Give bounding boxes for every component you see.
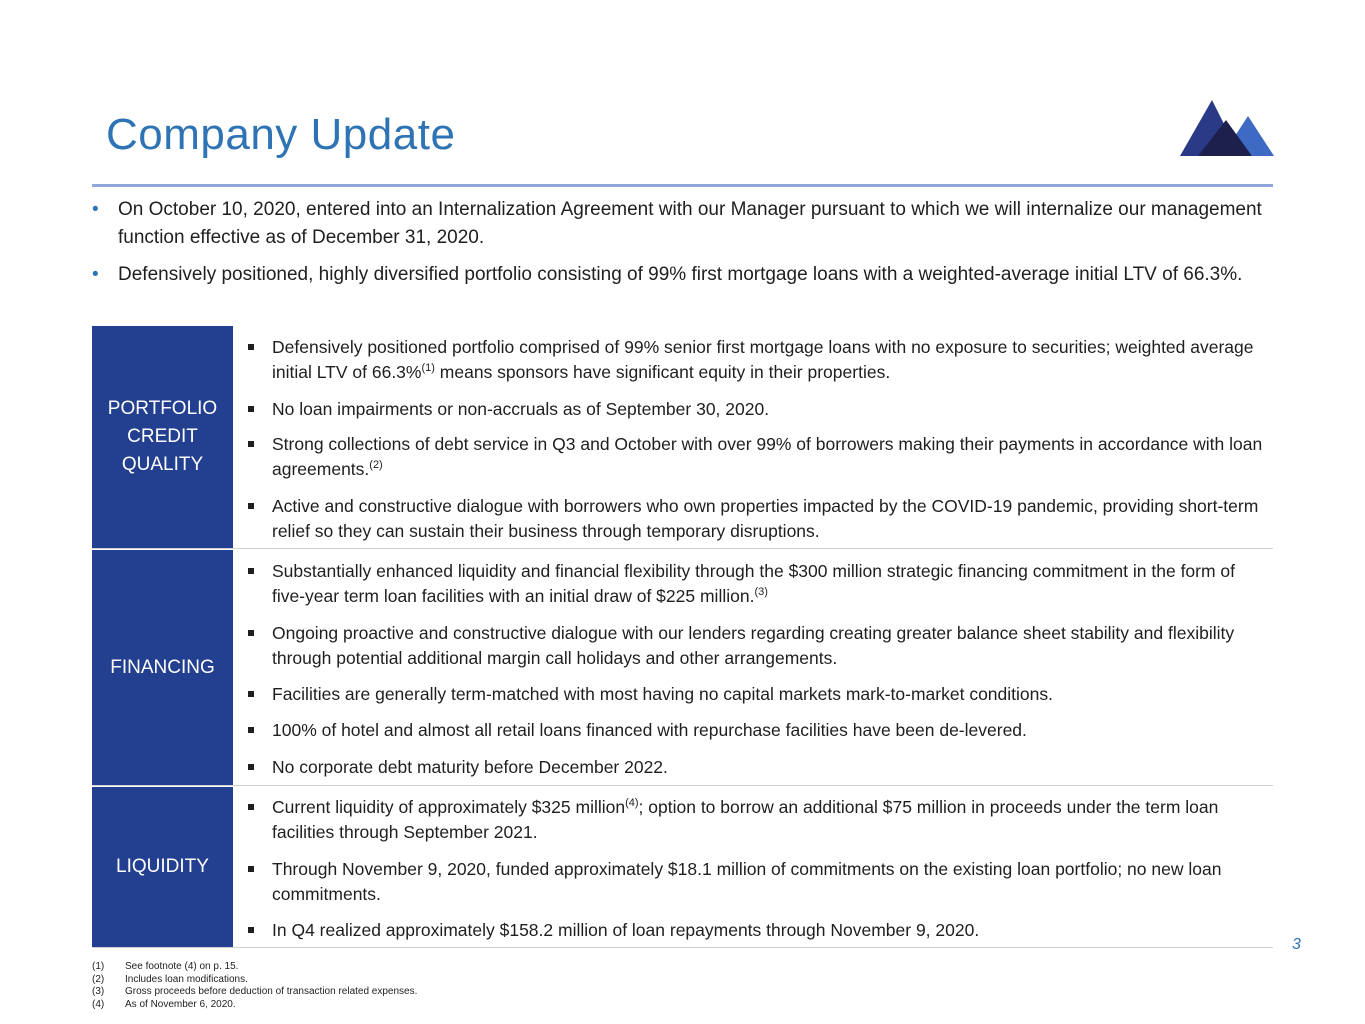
list-item: 100% of hotel and almost all retail loans financed with repurchase facilities have been de-levered. — [247, 718, 1027, 743]
intro-bullet: • On October 10, 2020, entered into an Internalization Agreement with our Manager pursuant to which we will internalize our management function effective as of December 31, 2020. — [92, 196, 1272, 252]
section-financing — [92, 550, 1273, 786]
intro-bullet: • Defensively positioned, highly diversified portfolio consisting of 99% first mortgage loans with a weighted-average initial LTV of 66.3%. — [92, 261, 1272, 289]
section-portfolio-credit-quality — [92, 326, 1273, 549]
section-label-financing: FINANCING — [92, 550, 233, 785]
bullet-dot-icon: • — [92, 199, 99, 220]
list-item: Current liquidity of approximately $325 million$^{(4)}$; option to borrow an additional $75 million in proceeds under the term loan facilities through September 2021. — [247, 795, 1263, 845]
list-item: Strong collections of debt service in Q3 and October with over 99% of borrowers making their payments in accordance with loan agreements.$^{(2)}$ — [247, 432, 1263, 482]
list-item: Ongoing proactive and constructive dialogue with our lenders regarding creating greater balance sheet stability and flexibility through potential additional margin call holidays and other arrangements. — [247, 621, 1263, 671]
footnotes — [92, 961, 417, 1011]
section-label-portfolio: PORTFOLIO CREDIT QUALITY — [92, 326, 233, 548]
footnote: (3) Gross proceeds before deduction of transaction related expenses. — [92, 986, 418, 997]
square-bullet-icon — [248, 630, 254, 636]
mountain-logo-icon — [1178, 98, 1274, 158]
list-item: Substantially enhanced liquidity and financial flexibility through the $300 million strategic financing commitment in the form of five-year term loan facilities with an initial draw of $225 million.$^{(3)}$ — [247, 559, 1263, 609]
square-bullet-icon — [248, 804, 254, 810]
square-bullet-icon — [248, 727, 254, 733]
bullet-dot-icon: • — [92, 264, 99, 285]
intro-bullet-list — [92, 196, 1272, 298]
list-item: No corporate debt maturity before December 2022. — [247, 755, 668, 780]
square-bullet-icon — [248, 503, 254, 509]
list-item: Through November 9, 2020, funded approximately $18.1 million of commitments on the existing loan portfolio; no new loan commitments. — [247, 857, 1263, 907]
section-label-liquidity: LIQUIDITY — [92, 787, 233, 947]
square-bullet-icon — [248, 764, 254, 770]
square-bullet-icon — [248, 866, 254, 872]
section-liquidity — [92, 787, 1273, 948]
page-title: Company Update — [106, 110, 456, 159]
list-item: Defensively positioned portfolio comprised of 99% senior first mortgage loans with no exposure to securities; weighted average initial LTV of 66.3%$^{(1)}$ means sponsors have significant equity in their properties. — [247, 335, 1263, 385]
square-bullet-icon — [248, 691, 254, 697]
title-divider — [92, 184, 1273, 187]
list-item: In Q4 realized approximately $158.2 million of loan repayments through November 9, 2020. — [247, 918, 979, 943]
square-bullet-icon — [248, 406, 254, 412]
list-item: No loan impairments or non-accruals as of September 30, 2020. — [247, 397, 769, 422]
footnote: (1) See footnote (4) on p. 15. — [92, 961, 239, 972]
square-bullet-icon — [248, 344, 254, 350]
square-bullet-icon — [248, 568, 254, 574]
list-item: Active and constructive dialogue with borrowers who own properties impacted by the COVID-19 pandemic, providing short-term relief so they can sustain their business through temporary disruptions. — [247, 494, 1263, 544]
footnote: (4) As of November 6, 2020. — [92, 998, 236, 1010]
list-item: Facilities are generally term-matched with most having no capital markets mark-to-market conditions. — [247, 682, 1053, 707]
footnote: (2) Includes loan modifications. — [92, 973, 248, 985]
page-number: 3 — [1292, 936, 1301, 953]
square-bullet-icon — [248, 927, 254, 933]
square-bullet-icon — [248, 441, 254, 447]
